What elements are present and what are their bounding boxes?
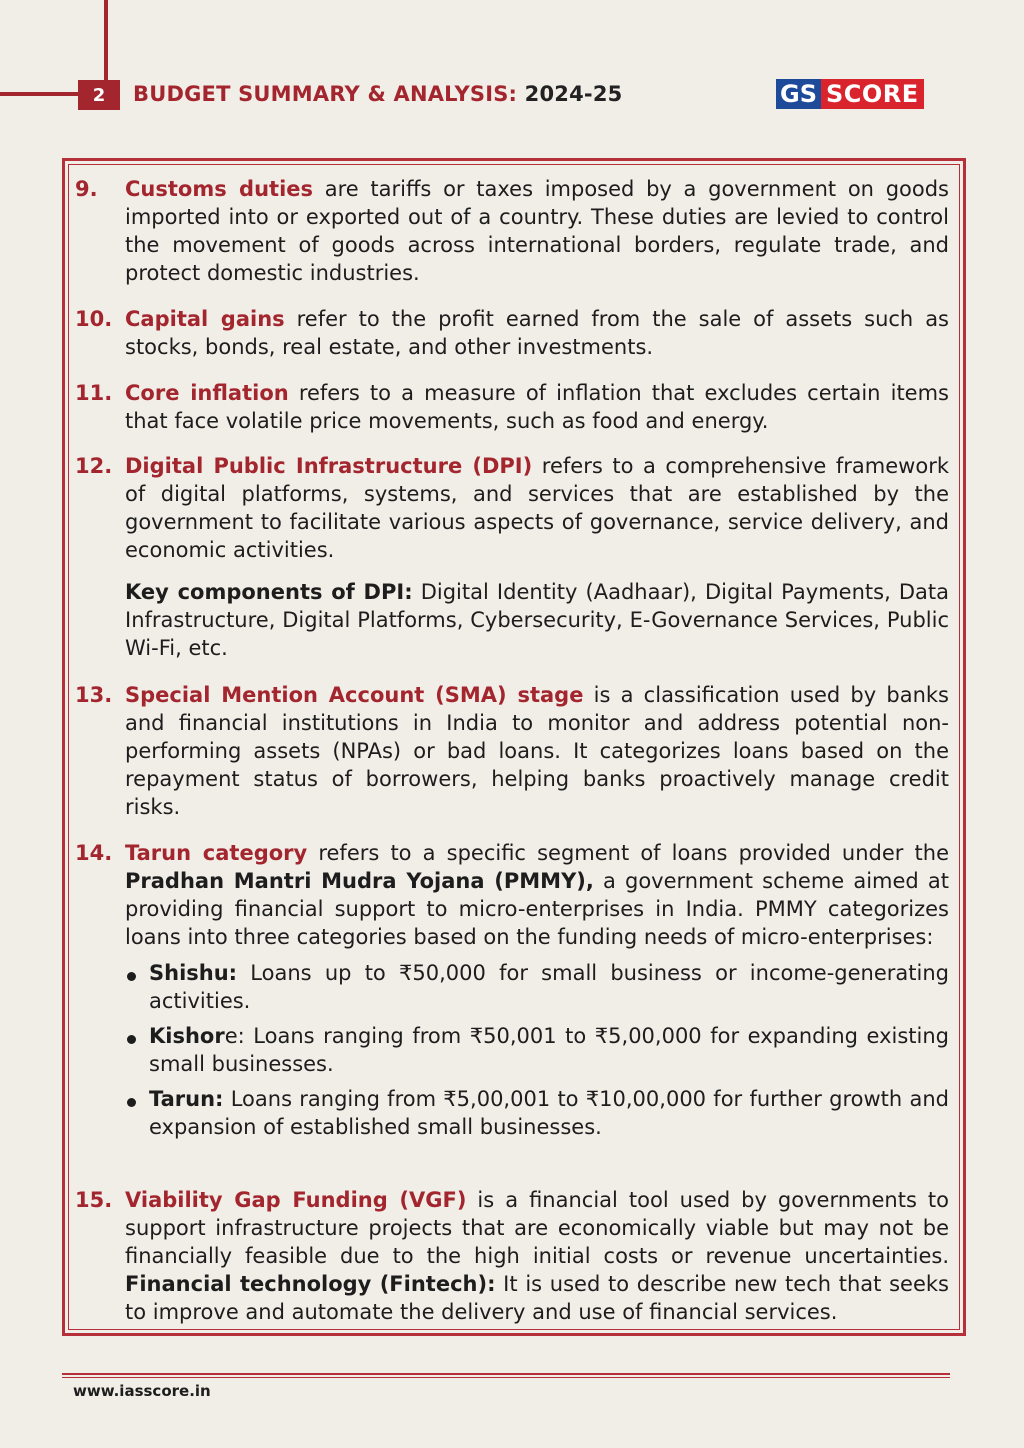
item-term: Viability Gap Funding (VGF) — [125, 1188, 467, 1212]
page-title-text: BUDGET SUMMARY & ANALYSIS: — [133, 82, 518, 106]
key-components-text: Digital Identity (Aadhaar), Digital Payments, Data Infrastructure, Digital Platforms, Cybersecurity, E-Governance Services, Public Wi-Fi, etc. — [125, 580, 949, 660]
item-number: 9. — [75, 177, 98, 201]
fintech-text: It is used to describe new tech that seeks to improve and automate the delivery and use of financial services. — [125, 1272, 949, 1324]
page-title-year: 2024-25 — [524, 82, 623, 106]
definition-item-11 — [75, 379, 949, 435]
item-number: 15. — [75, 1188, 113, 1212]
item-term: Core inflation — [125, 381, 289, 405]
item-number: 10. — [75, 307, 113, 331]
gs-score-logo — [776, 79, 924, 109]
list-item — [125, 959, 949, 1015]
list-item — [125, 1022, 949, 1078]
bullet-text: Loans up to ₹50,000 for small business or income-generating activities. — [149, 961, 949, 1013]
definition-item-12 — [75, 452, 949, 662]
bullet-label: Kishor — [149, 1024, 225, 1048]
logo-score: SCORE — [821, 79, 924, 109]
footer-divider-thin — [62, 1377, 950, 1378]
item-term: Tarun category — [125, 841, 308, 865]
item-term: Special Mention Account (SMA) stage — [125, 683, 584, 707]
definitions-box — [62, 158, 966, 1336]
item-text: refers to a measure of inflation that excludes certain items that face volatile price movements, such as food and energy. — [125, 381, 949, 433]
item-text: is a classification used by banks and financial institutions in India to monitor and address potential non-performing assets (NPAs) or bad loans. It categorizes loans based on the repayment status of borrowers, helping banks proactively manage credit risks. — [125, 683, 949, 819]
footer-website-link[interactable]: www.iasscore.in — [73, 1382, 211, 1400]
bullet-label: Shishu: — [149, 961, 238, 985]
item-number: 12. — [75, 454, 113, 478]
page-number: 2 — [78, 80, 120, 110]
definition-item-10 — [75, 305, 949, 361]
item-text: refers to a comprehensive framework of digital platforms, systems, and services that are established by the government to facilitate various aspects of governance, service delivery, and economic activities. — [125, 454, 950, 562]
item-text: refer to the profit earned from the sale of assets such as stocks, bonds, real estate, and other investments. — [125, 307, 950, 359]
logo-gs: GS — [776, 79, 821, 109]
item-text-continued: a government scheme aimed at providing financial support to micro-enterprises in India. PMMY categorizes loans into three categories based on the funding needs of micro-enterprises: — [125, 869, 949, 949]
item-number: 11. — [75, 381, 113, 405]
item-text: are tariffs or taxes imposed by a government on goods imported into or exported out of a country. These duties are levied to control the movement of goods across international borders, regulate trade, and protect domestic industries. — [125, 177, 949, 285]
item-number: 13. — [75, 683, 113, 707]
page-title — [133, 82, 622, 106]
item-term: Digital Public Infrastructure (DPI) — [125, 454, 533, 478]
item-term: Customs duties — [125, 177, 314, 201]
bullet-text: Loans ranging from ₹5,00,001 to ₹10,00,000 for further growth and expansion of established small businesses. — [149, 1087, 949, 1139]
fintech-label: Financial technology (Fintech): — [125, 1272, 496, 1296]
definition-item-9 — [75, 175, 949, 287]
definition-item-15 — [75, 1186, 949, 1326]
list-item — [125, 1085, 949, 1141]
bullet-text: e: Loans ranging from ₹50,001 to ₹5,00,000 for expanding existing small businesses. — [149, 1024, 949, 1076]
item-text: refers to a specific segment of loans provided under the — [307, 841, 950, 865]
item-term: Capital gains — [125, 307, 285, 331]
bullet-label: Tarun: — [149, 1087, 224, 1111]
item-text: is a financial tool used by governments to support infrastructure projects that are economically viable but may not be financially feasible due to the high initial costs or revenue uncertainties. — [125, 1188, 949, 1268]
key-components-label: Key components of DPI: — [125, 580, 413, 604]
pmmy-name: Pradhan Mantri Mudra Yojana (PMMY), — [125, 869, 594, 893]
loan-category-list — [125, 959, 949, 1141]
footer-divider — [62, 1373, 950, 1375]
definition-item-14 — [75, 839, 949, 1148]
definition-item-13 — [75, 681, 949, 821]
item-number: 14. — [75, 841, 113, 865]
